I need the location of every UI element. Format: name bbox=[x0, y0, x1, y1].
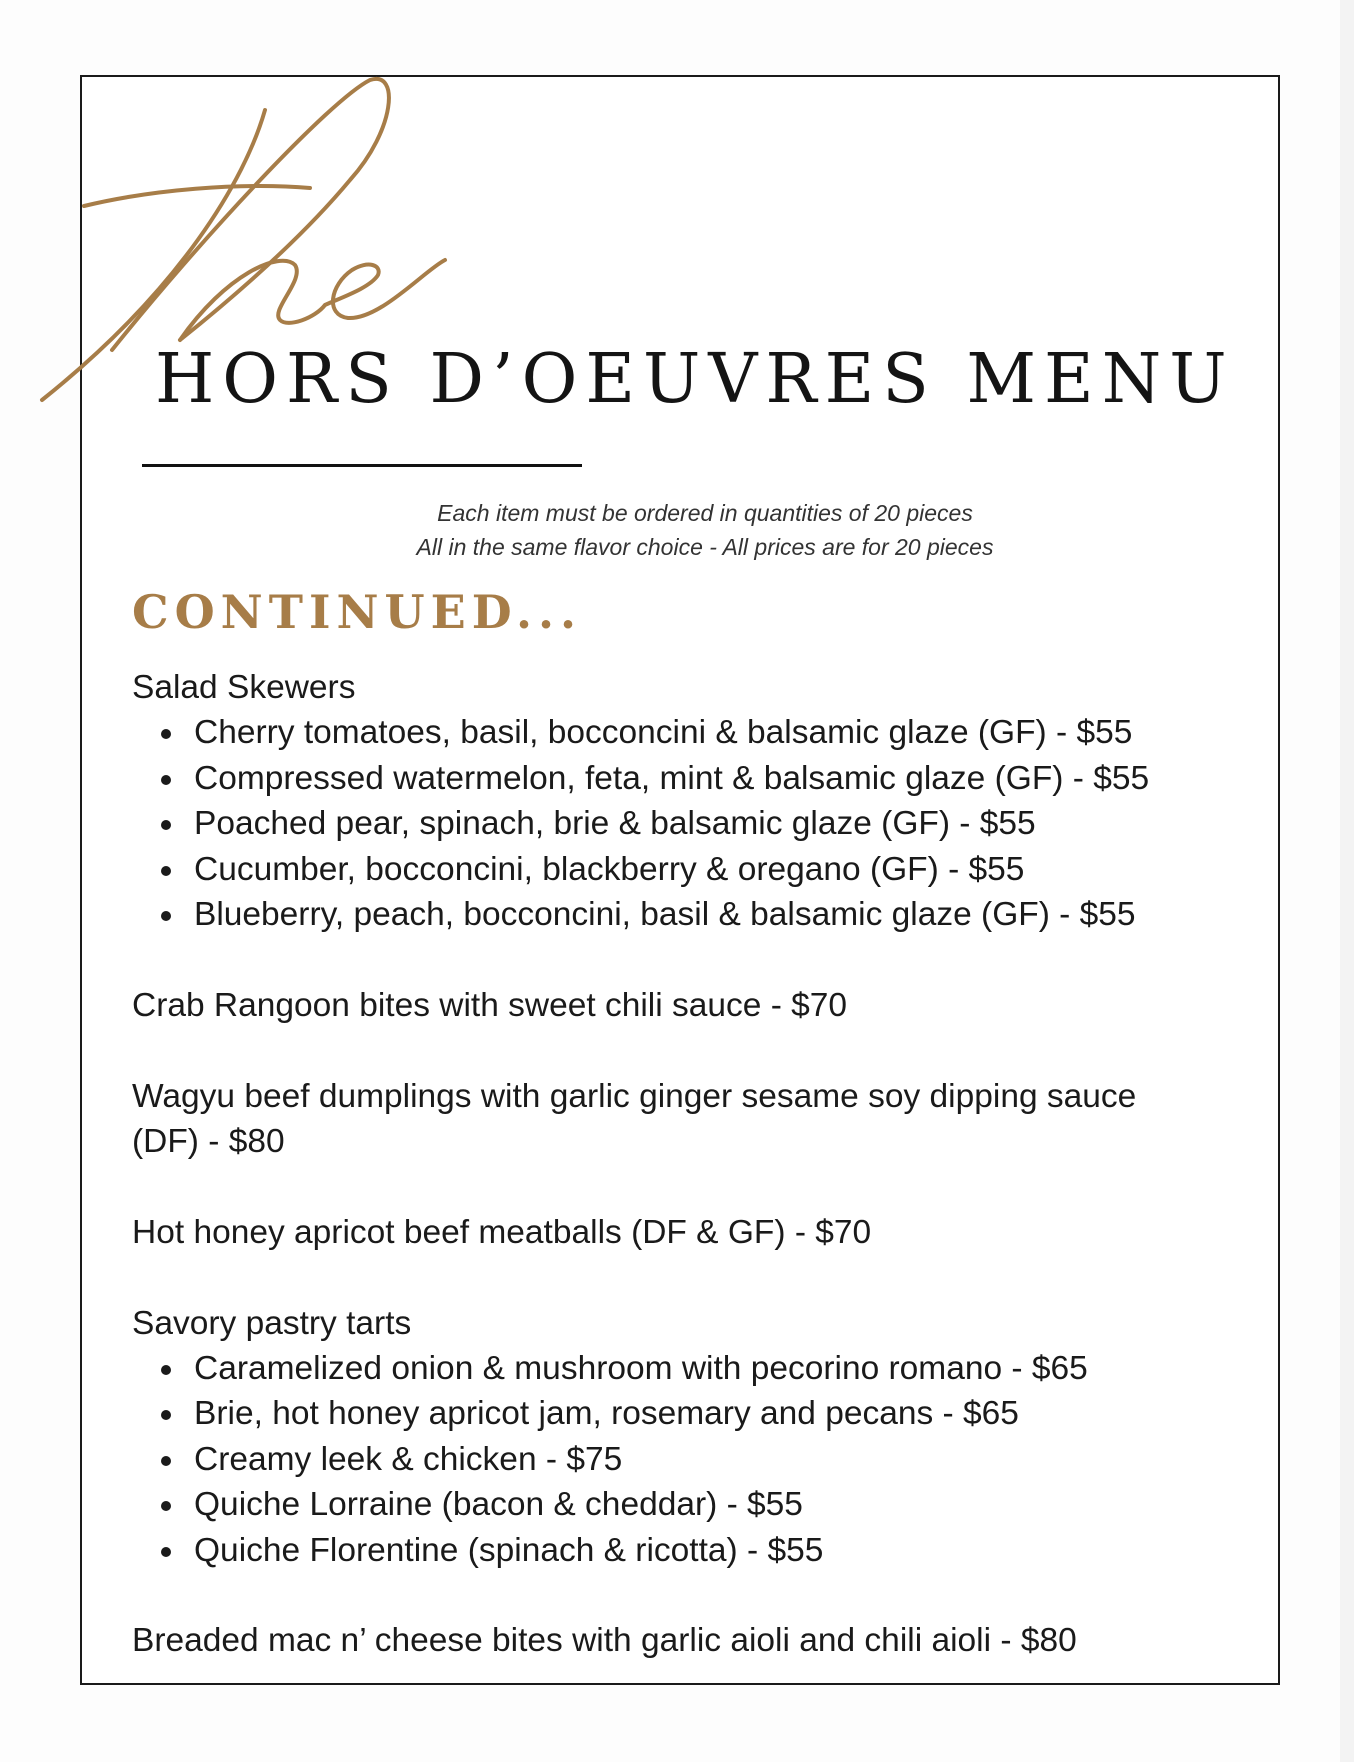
list-item: Quiche Lorraine (bacon & cheddar) - $55 bbox=[132, 1482, 1272, 1527]
list-item: Caramelized onion & mushroom with pecorino romano - $65 bbox=[132, 1346, 1272, 1391]
wagyu-item-line-1: Wagyu beef dumplings with garlic ginger sesame soy dipping sauce bbox=[132, 1077, 1137, 1115]
continued-heading: CONTINUED... bbox=[132, 585, 582, 639]
crab-rangoon-item: Crab Rangoon bites with sweet chili sauce - $70 bbox=[132, 986, 848, 1024]
list-item: Compressed watermelon, feta, mint & balsamic glaze (GF) - $55 bbox=[132, 756, 1272, 801]
list-item: Quiche Florentine (spinach & ricotta) - $55 bbox=[132, 1528, 1272, 1573]
pastry-tarts-list bbox=[132, 1346, 1272, 1573]
note-line-2: All in the same flavor choice - All prices are for 20 pieces bbox=[416, 534, 994, 560]
salad-skewers-heading: Salad Skewers bbox=[132, 669, 356, 706]
note-line-1: Each item must be ordered in quantities of 20 pieces bbox=[437, 500, 973, 526]
pastry-tarts-heading: Savory pastry tarts bbox=[132, 1304, 412, 1342]
title-underline bbox=[142, 464, 582, 467]
list-item: Poached pear, spinach, brie & balsamic glaze (GF) - $55 bbox=[132, 801, 1272, 846]
list-item: Creamy leek & chicken - $75 bbox=[132, 1437, 1272, 1482]
mac-cheese-item: Breaded mac n’ cheese bites with garlic aioli and chili aioli - $80 bbox=[132, 1622, 1077, 1660]
wagyu-item-line-2: (DF) - $80 bbox=[132, 1123, 285, 1161]
ordering-notes bbox=[330, 496, 1080, 564]
list-item: Blueberry, peach, bocconcini, basil & balsamic glaze (GF) - $55 bbox=[132, 892, 1272, 937]
list-item: Cherry tomatoes, basil, bocconcini & balsamic glaze (GF) - $55 bbox=[132, 710, 1272, 755]
list-item: Brie, hot honey apricot jam, rosemary and pecans - $65 bbox=[132, 1391, 1272, 1436]
list-item: Cucumber, bocconcini, blackberry & oregano (GF) - $55 bbox=[132, 847, 1272, 892]
menu-content bbox=[132, 665, 1272, 1664]
menu-title: HORS D’OEUVRES MENU bbox=[155, 340, 1235, 419]
meatballs-item: Hot honey apricot beef meatballs (DF & GF) - $70 bbox=[132, 1213, 872, 1251]
page-edge-shade bbox=[1340, 0, 1354, 1762]
salad-skewers-list bbox=[132, 710, 1272, 937]
